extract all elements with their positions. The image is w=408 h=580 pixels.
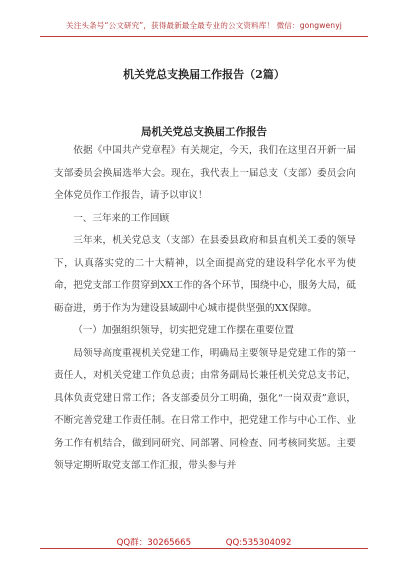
paragraph-review: 三年来，机关党总支（支部）在县委县政府和县直机关工委的领导下，认真落实党的二十大精神，以全面提高党的建设科学化水平为使命，把党支部工作贯穿到XX工作的各个环节，围绕中心，服务大局，砥砺奋进，勇于作为为建设县域副中心城市提供坚强的XX保障。: [54, 235, 356, 314]
footer-contact: [0, 536, 408, 548]
footer-divider: [40, 548, 368, 549]
footer-qq-group: QQ群：30265665: [116, 538, 192, 548]
document-subtitle: 局机关党总支换届工作报告: [141, 126, 267, 138]
paragraph-intro: 依据《中国共产党章程》有关规定，今天，我们在这里召开新一届支部委员会换届选举大会。现在，我代表上一届总支（支部）委员会向全体党员作工作报告，请予以审议！: [54, 145, 356, 201]
subsection-heading-leadership: （一）加强组织领导，切实把党建工作摆在重要位置: [73, 325, 294, 336]
header-divider: [40, 36, 368, 37]
section-heading-review: 一、三年来的工作回顾: [73, 212, 170, 224]
footer-qq-number: QQ:535304092: [225, 538, 292, 548]
document-body: [54, 140, 356, 478]
header-banner: 关注头条号“公文研究”，获得最新最全最专业的公文资料库！ 微信：gongwenyj: [66, 21, 342, 30]
paragraph-leadership: 局领导高度重视机关党建工作，明确局主要领导是党建工作的第一责任人，对机关党建工作负总责；由常务副局长兼任机关党总支书记，具体负责党建日常工作；各支部委员分工明确，强化“一岗双责”意识，不断完善党建工作责任制。在日常工作中，把党建工作与中心工作、业务工作有机结合，做到同研究、同部署、同检查、同考核同奖惩。主要领导定期听取党支部工作汇报，带头参与并: [54, 347, 356, 471]
document-title: 机关党总支换届工作报告（2篇）: [123, 68, 285, 81]
